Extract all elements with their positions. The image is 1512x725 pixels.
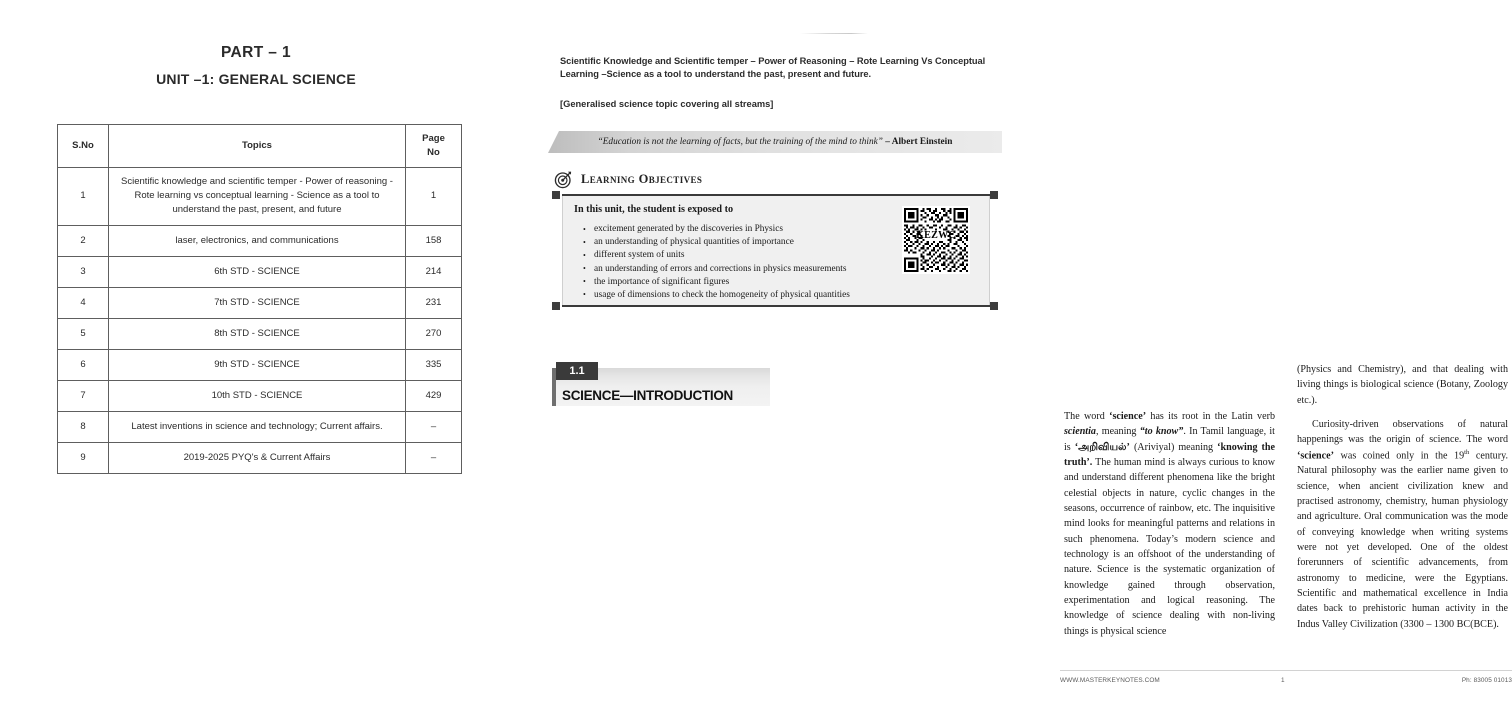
learning-objectives-lead: In this unit, the student is exposed to — [574, 204, 734, 215]
paragraph-origin-of-science — [1297, 417, 1508, 632]
cell-sno: 9 — [58, 442, 109, 473]
txt-scientia: scientia — [1064, 426, 1096, 438]
table-row — [58, 287, 462, 318]
quote-attribution: – Albert Einstein — [885, 137, 953, 147]
learning-objectives-list — [578, 223, 850, 302]
learning-objective-item: • an understanding of physical quantities of importance — [594, 236, 850, 249]
footer-page-number: 1 — [1281, 677, 1285, 684]
cell-page: – — [406, 442, 462, 473]
table-row — [58, 225, 462, 256]
section-title: SCIENCE—INTRODUCTION — [562, 387, 734, 403]
cell-page: 214 — [406, 256, 462, 287]
corner-marker-bottom-left — [552, 302, 560, 310]
part-title: PART – 1 — [220, 44, 292, 61]
learning-objectives-title: Learning Objectives — [581, 172, 703, 186]
cell-topic: 2019-2025 PYQ's & Current Affairs — [109, 442, 406, 473]
cell-topic: Scientific knowledge and scientific temper - Power of reasoning - Rote learning vs conceptual learning - Science as a tool to understand the past, present, and future — [109, 167, 406, 225]
cell-sno: 3 — [58, 256, 109, 287]
page-footer — [1060, 677, 1512, 684]
txt-tamil-ariviyal: ‘அறிவியல்’ — [1074, 441, 1130, 453]
cell-topic: 9th STD - SCIENCE — [109, 349, 406, 380]
txt-knowing-truth: ‘knowing the truth’. — [1064, 441, 1275, 468]
right-page — [512, 0, 1512, 725]
panel-top-rule — [562, 194, 990, 196]
column-header-topics: Topics — [109, 125, 406, 168]
txt-century-superscript: th — [1464, 448, 1470, 456]
cell-topic: 6th STD - SCIENCE — [109, 256, 406, 287]
txt-science-term: ‘science’ — [1109, 411, 1147, 422]
unit-title: UNIT –1: GENERAL SCIENCE — [156, 71, 356, 87]
txt-p1d: . In Tamil language, it is — [1064, 426, 1275, 453]
chapter-heading: Scientific Knowledge and Scientific temper – Power of Reasoning – Rote Learning Vs Conceptual Learning –Science as a tool to understand the past, present and future. — [560, 56, 986, 80]
cell-sno: 5 — [58, 318, 109, 349]
cell-sno: 8 — [58, 411, 109, 442]
table-row — [58, 256, 462, 287]
txt-to-know: “to know” — [1139, 426, 1184, 438]
learning-objectives-header — [554, 170, 702, 189]
body-column-left — [1064, 409, 1275, 648]
table-row — [58, 318, 462, 349]
txt-p1b: has its root in the Latin verb — [1146, 411, 1275, 422]
table-of-contents — [57, 124, 462, 474]
table-row — [58, 167, 462, 225]
learning-objective-item: • different system of units — [594, 249, 850, 262]
cell-page: 429 — [406, 380, 462, 411]
footer-rule — [1060, 670, 1512, 671]
learning-objective-item: • an understanding of errors and corrections in physics measurements — [594, 263, 850, 276]
cell-topic: 7th STD - SCIENCE — [109, 287, 406, 318]
table-body — [58, 167, 462, 473]
page-header-line2: No — [427, 146, 440, 158]
target-icon — [554, 170, 573, 189]
learning-objective-item: • usage of dimensions to check the homogeneity of physical quantities — [594, 289, 850, 302]
paragraph-science-definition — [1064, 409, 1275, 639]
txt-p1e: (Ariviyal) meaning — [1129, 441, 1218, 453]
top-decorative-rule — [800, 33, 868, 34]
table-header-row — [58, 125, 462, 168]
learning-objective-item: • the importance of significant figures — [594, 276, 850, 289]
table-row — [58, 349, 462, 380]
txt-p1a: The word — [1064, 411, 1110, 422]
table-row — [58, 442, 462, 473]
learning-objectives-box — [556, 194, 996, 307]
table-row — [58, 411, 462, 442]
chapter-subheading: [Generalised science topic covering all streams] — [560, 99, 774, 109]
corner-marker-top-right — [990, 191, 998, 199]
cell-sno: 7 — [58, 380, 109, 411]
body-column-right — [1297, 362, 1508, 641]
column-header-page-no — [406, 125, 462, 168]
txt-p2b: was coined only in the 19 — [1334, 450, 1465, 461]
footer-phone: Ph: 83005 01013 — [1461, 677, 1512, 684]
cell-topic: 8th STD - SCIENCE — [109, 318, 406, 349]
txt-p1c: , meaning — [1095, 426, 1140, 438]
corner-marker-bottom-right — [990, 302, 998, 310]
txt-p2a: Curiosity-driven observations of natural happenings was the origin of science. The word — [1297, 418, 1508, 446]
cell-topic: 10th STD - SCIENCE — [109, 380, 406, 411]
corner-marker-top-left — [552, 191, 560, 199]
cell-sno: 6 — [58, 349, 109, 380]
cell-page: 158 — [406, 225, 462, 256]
cell-page: – — [406, 411, 462, 442]
paragraph-physical-biological: (Physics and Chemistry), and that dealing with living things is biological science (Botany, Zoology etc.). — [1297, 364, 1508, 406]
page-header-line1: Page — [422, 133, 445, 144]
quote-block — [548, 131, 1002, 153]
table-row — [58, 380, 462, 411]
cell-topic: Latest inventions in science and technology; Current affairs. — [109, 411, 406, 442]
section-number-badge: 1.1 — [556, 362, 598, 380]
column-header-sno: S.No — [58, 125, 109, 168]
cell-sno: 1 — [58, 167, 109, 225]
learning-objective-item: • excitement generated by the discoveries in Physics — [594, 223, 850, 236]
left-page — [0, 0, 512, 725]
cell-page: 231 — [406, 287, 462, 318]
quote-text: “Education is not the learning of facts, but the training of the mind to think” — [597, 137, 883, 147]
txt-p2c: century. Natural philosophy was the earlier name given to science, when ancient civilization knew and practised astronomy, chemistry, human physiology and agriculture. Oral communication was the mode of conveying knowledge when writing systems were not yet developed. One of the oldest forerunners of scientific advancements, from astronomy to medicine, were the Egyptians. Scientific and mathematical excellence in India dates back to prehistoric human activity in the Indus Valley Civilization (3300 – 1300 BC(BCE). — [1297, 450, 1508, 630]
txt-p1f: The human mind is always curious to know and understand different phenomena like the bright celestial objects in nature, cyclic changes in the seasons, occurrence of rainbow, etc. The inquisitive mind looks for meaningful patterns and relations in such phenomena. Today’s modern science and technology is an offshoot of the understanding of nature. Science is the systematic organization of knowledge gained through observation, experimentation and logical reasoning. The knowledge of science dealing with non-living things is physical science — [1064, 456, 1275, 637]
txt-science-term-2: ‘science’ — [1297, 450, 1334, 461]
cell-page: 335 — [406, 349, 462, 380]
cell-page: 1 — [406, 167, 462, 225]
cell-sno: 2 — [58, 225, 109, 256]
cell-sno: 4 — [58, 287, 109, 318]
cell-page: 270 — [406, 318, 462, 349]
cell-topic: laser, electronics, and communications — [109, 225, 406, 256]
panel-bottom-rule — [562, 305, 990, 307]
qr-code-label: KEZWC — [916, 230, 956, 241]
footer-website[interactable]: WWW.MASTERKEYNOTES.COM — [1060, 677, 1160, 684]
